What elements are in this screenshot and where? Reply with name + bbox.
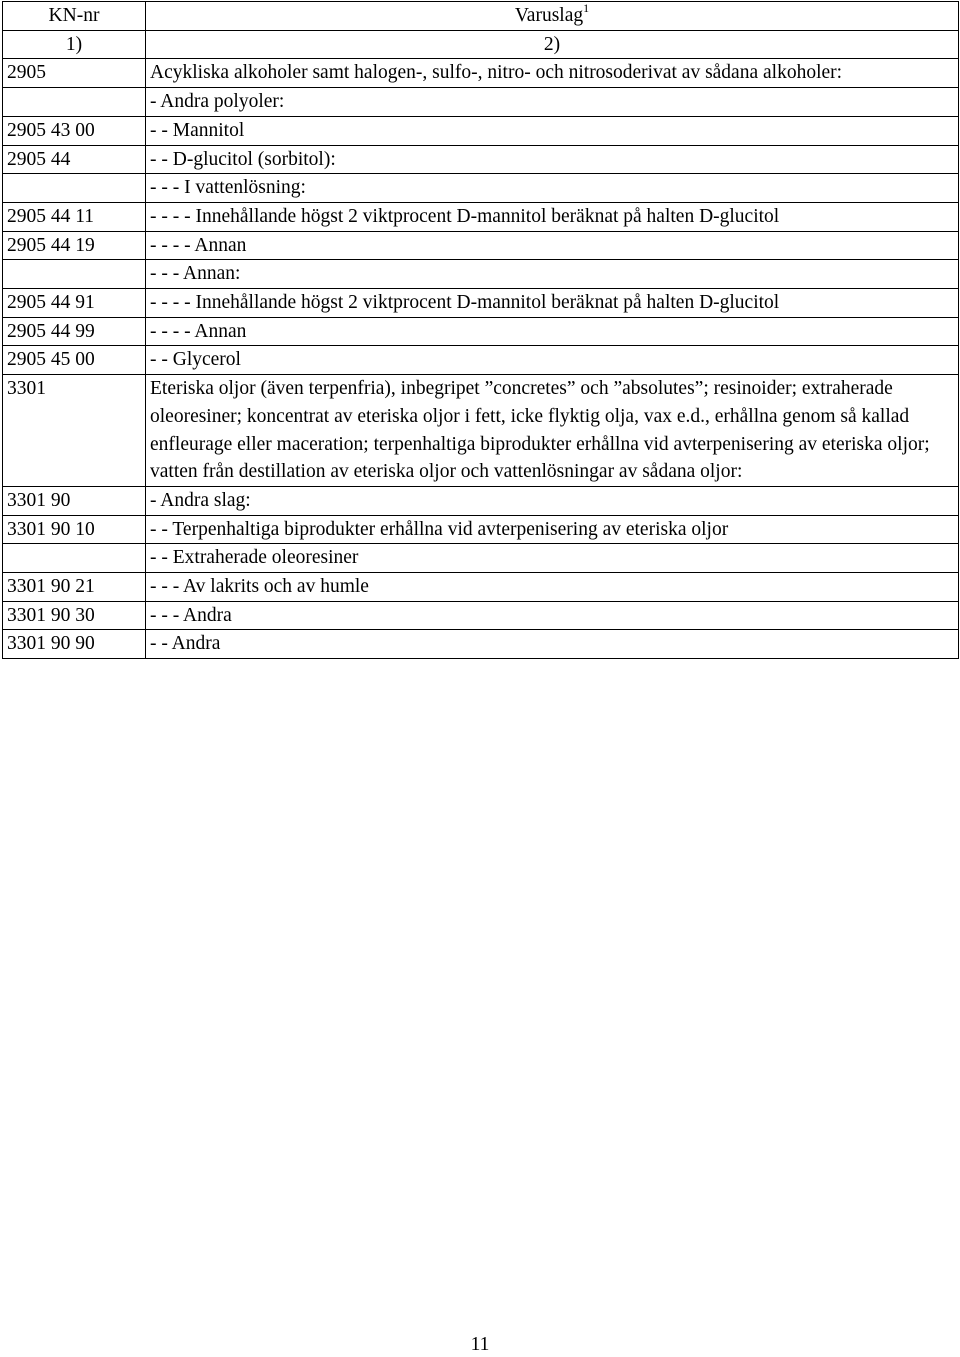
table-row (3, 59, 959, 88)
table-row (3, 573, 959, 602)
header-kn-nr: KN-nr (3, 2, 146, 31)
kn-code-cell (3, 88, 146, 117)
page-number: 11 (470, 1334, 490, 1355)
description-cell: - - - Andra (146, 601, 959, 630)
table-row (3, 375, 959, 487)
kn-code-cell: 2905 44 99 (3, 317, 146, 346)
description-cell: - - - I vattenlösning: (146, 174, 959, 203)
table-column-number-row (3, 30, 959, 59)
kn-code-cell: 2905 43 00 (3, 116, 146, 145)
description-cell: - - D-glucitol (sorbitol): (146, 145, 959, 174)
kn-code-cell (3, 260, 146, 289)
table-row (3, 630, 959, 659)
kn-code-cell (3, 174, 146, 203)
header-varuslag (146, 2, 959, 31)
kn-code-cell: 3301 90 21 (3, 573, 146, 602)
description-cell: - - Glycerol (146, 346, 959, 375)
kn-code-cell: 3301 90 10 (3, 515, 146, 544)
description-cell: - - - - Innehållande högst 2 viktprocent D-mannitol beräknat på halten D-glucitol (146, 202, 959, 231)
kn-code-cell (3, 544, 146, 573)
column-number-2: 2) (146, 30, 959, 59)
table-row (3, 116, 959, 145)
description-cell: Acykliska alkoholer samt halogen-, sulfo-, nitro- och nitrosoderivat av sådana alkoholer: (146, 59, 959, 88)
table-row (3, 231, 959, 260)
tariff-table (2, 1, 959, 659)
description-cell: - - Andra (146, 630, 959, 659)
table-row (3, 544, 959, 573)
table-row (3, 601, 959, 630)
table-row (3, 486, 959, 515)
kn-code-cell: 2905 45 00 (3, 346, 146, 375)
table-header-row (3, 2, 959, 31)
description-cell: - - - - Annan (146, 231, 959, 260)
description-cell: Eteriska oljor (även terpenfria), inbegripet ”concretes” och ”absolutes”; resinoider; extraherade oleoresiner; koncentrat av eteriska oljor i fett, icke flyktig olja, vax e.d., erhållna genom så kallad enfleurage eller maceration; terpenhaltiga biprodukter erhållna vid avterpenisering av eteriska oljor; vatten från destillation av eteriska oljor och vattenlösningar av sådana oljor: (146, 375, 959, 487)
table-row (3, 174, 959, 203)
footnote-marker: 1 (583, 0, 590, 15)
header-varuslag-label: Varuslag (514, 5, 584, 26)
description-cell: - - - Av lakrits och av humle (146, 573, 959, 602)
kn-code-cell: 2905 44 11 (3, 202, 146, 231)
kn-code-cell: 2905 (3, 59, 146, 88)
table-row (3, 289, 959, 318)
table-row (3, 202, 959, 231)
table-row (3, 145, 959, 174)
kn-code-cell: 2905 44 91 (3, 289, 146, 318)
description-cell: - - Terpenhaltiga biprodukter erhållna vid avterpenisering av eteriska oljor (146, 515, 959, 544)
kn-code-cell: 3301 90 90 (3, 630, 146, 659)
table-row (3, 346, 959, 375)
kn-code-cell: 3301 90 30 (3, 601, 146, 630)
table-row (3, 515, 959, 544)
kn-code-cell: 2905 44 19 (3, 231, 146, 260)
description-cell: - - Extraherade oleoresiner (146, 544, 959, 573)
column-number-1: 1) (3, 30, 146, 59)
table-row (3, 260, 959, 289)
tariff-table-body (3, 2, 959, 659)
kn-code-cell: 2905 44 (3, 145, 146, 174)
kn-code-cell: 3301 (3, 375, 146, 487)
description-cell: - - - Annan: (146, 260, 959, 289)
description-cell: - - - - Innehållande högst 2 viktprocent D-mannitol beräknat på halten D-glucitol (146, 289, 959, 318)
description-cell: - - - - Annan (146, 317, 959, 346)
description-cell: - Andra polyoler: (146, 88, 959, 117)
kn-code-cell: 3301 90 (3, 486, 146, 515)
table-row (3, 88, 959, 117)
description-cell: - - Mannitol (146, 116, 959, 145)
description-cell: - Andra slag: (146, 486, 959, 515)
table-row (3, 317, 959, 346)
